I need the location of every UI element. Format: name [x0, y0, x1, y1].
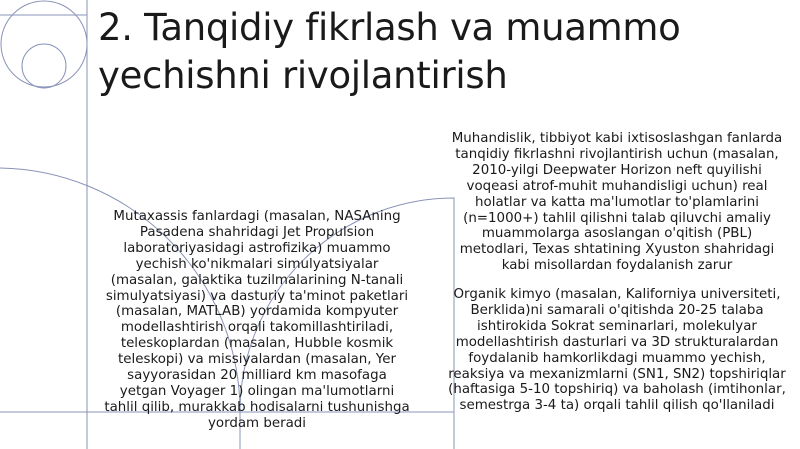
right-paragraph-2: Organik kimyo (masalan, Kaliforniya universiteti, Berklida)ni samarali o'qitishda 20-25 talaba ishtirokida Sokrat seminarlari, molekulyar modellashtirish dasturlari va 3D strukturalardan foydalanib hamkorlikdagi muammo yechish, reaksiya va mexanizmlarni (SN1, SN2) topshiriqlar (haftasiga 5-10 topshiriq) va baholash (imtihonlar, semestrga 3-4 ta) orqali tahlil qilish qo'llaniladi: [448, 287, 786, 414]
right-paragraph-1: Muhandislik, tibbiyot kabi ixtisoslashgan fanlarda tanqidiy fikrlashni rivojlantirish uchun (masalan, 2010-yilgi Deepwater Horizon neft quyilishi voqeasi atrof-muhit muhandisligi uchun) real holatlar va katta ma'lumotlar to'plamlarini (n=1000+) tahlil qilishni talab qiluvchi amaliy muammolarga asoslangan o'qitish (PBL) metodlari, Texas shtatining Xyuston shahridagi kabi misollardan foydalanish zarur: [451, 131, 783, 274]
slide-title: 2. Tanqidiy fikrlash va muammo yechishni rivojlantirish: [98, 6, 681, 97]
circle-large: [1, 1, 87, 87]
circle-small: [22, 44, 66, 88]
left-paragraph: Mutaxassis fanlardagi (masalan, NASAning Pasadena shahridagi Jet Propulsion laboratoriyasidagi astrofizika) muammo yechish ko'nikmalari simulyatsiyalar (masalan, galaktika tuzilmalarining N-tanali simulyatsiyasi) va dasturiy ta'minot paketlari (masalan, MATLAB) yordamida kompyuter modellashtirish orqali takomillashtiriladi, teleskoplardan (masalan, Hubble kosmik teleskopi) va missiyalardan (masalan, Yer sayyorasidan 20 milliard km masofaga yetgan Voyager 1) olingan ma'lumotlarni tahlil qilib, murakkab hodisalarni tushunishga yordam beradi: [104, 209, 410, 431]
